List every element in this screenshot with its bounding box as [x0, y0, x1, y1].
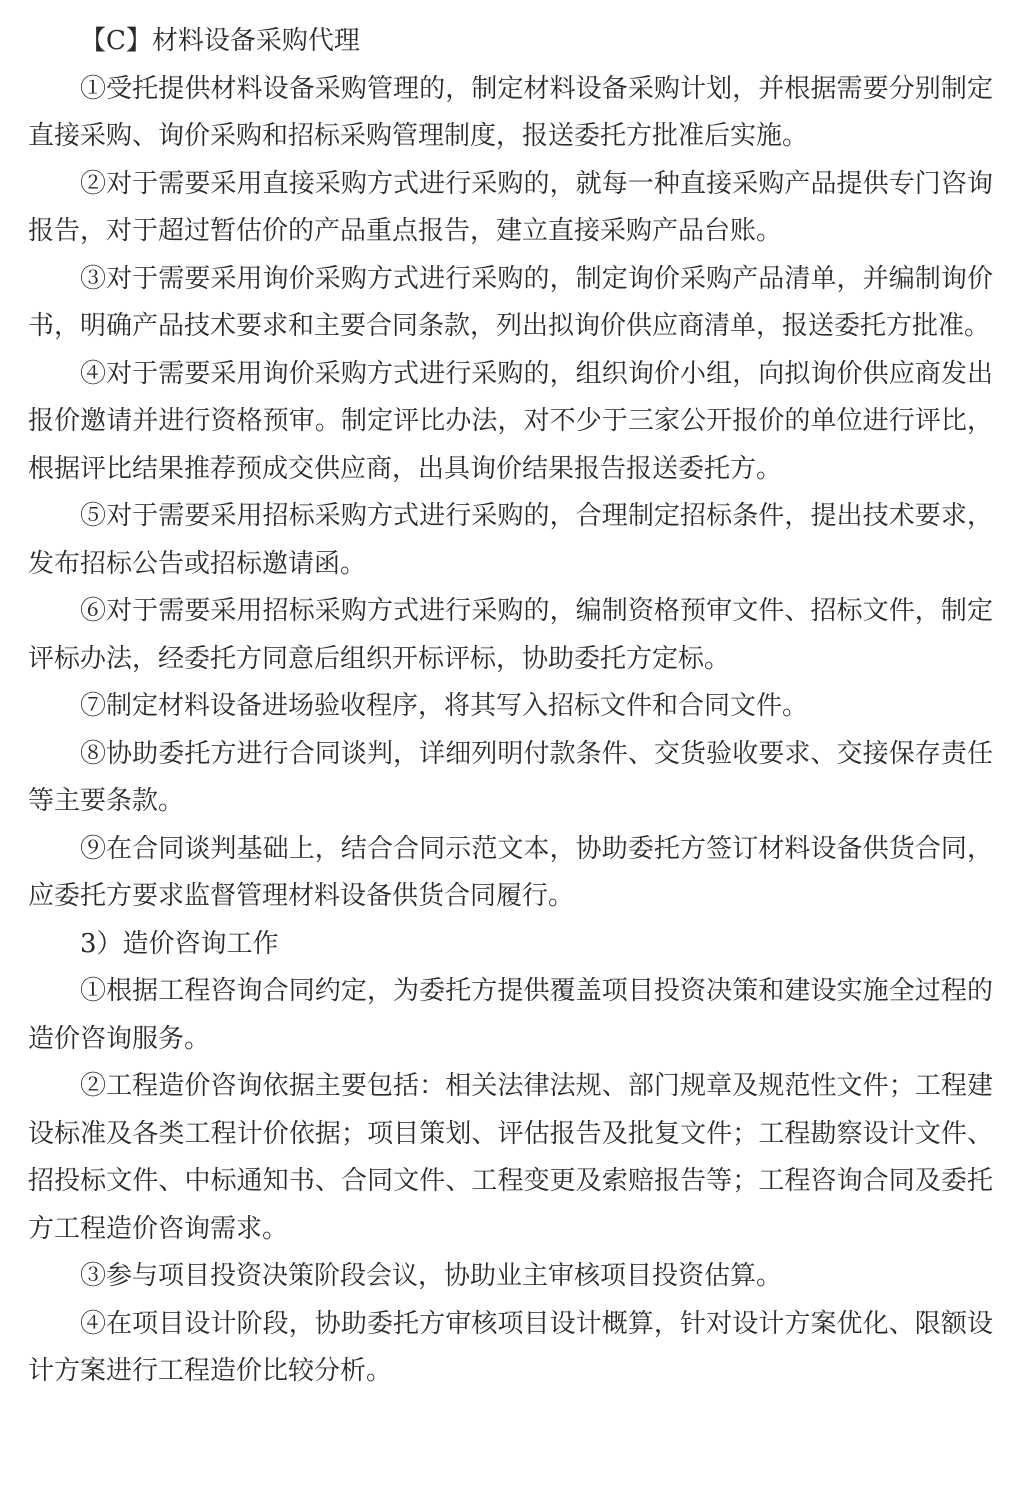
- section-c-heading: 【C】材料设备采购代理: [80, 26, 360, 56]
- procurement-item-7: ⑦制定材料设备进场验收程序，将其写入招标文件和合同文件。: [80, 691, 809, 721]
- cost-item-4: ④在项目设计阶段，协助委托方审核项目设计概算，针对设计方案优化、限额设计方案进行工程造价比较分析。: [28, 1308, 993, 1386]
- procurement-item-4: ④对于需要采用询价采购方式进行采购的，组织询价小组，向拟询价供应商发出报价邀请并进行资格预审。制定评比办法，对不少于三家公开报价的单位进行评比，根据评比结果推荐预成交供应商，出具询价结果报告报送委托方。: [28, 358, 993, 484]
- cost-item-3: ③参与项目投资决策阶段会议，协助业主审核项目投资估算。: [80, 1261, 783, 1291]
- procurement-item-9: ⑨在合同谈判基础上，结合合同示范文本，协助委托方签订材料设备供货合同，应委托方要求监督管理材料设备供货合同履行。: [28, 833, 993, 911]
- document-page: [28, 18, 993, 1396]
- cost-item-1: ①根据工程咨询合同约定，为委托方提供覆盖项目投资决策和建设实施全过程的造价咨询服务。: [28, 976, 993, 1054]
- procurement-item-5: ⑤对于需要采用招标采购方式进行采购的，合理制定招标条件，提出技术要求，发布招标公告或招标邀请函。: [28, 501, 993, 579]
- procurement-item-6: ⑥对于需要采用招标采购方式进行采购的，编制资格预审文件、招标文件，制定评标办法，经委托方同意后组织开标评标，协助委托方定标。: [28, 596, 993, 674]
- section-3-heading: 3）造价咨询工作: [80, 928, 279, 959]
- procurement-item-1: ①受托提供材料设备采购管理的，制定材料设备采购计划，并根据需要分别制定直接采购、询价采购和招标采购管理制度，报送委托方批准后实施。: [28, 73, 993, 151]
- procurement-item-8: ⑧协助委托方进行合同谈判，详细列明付款条件、交货验收要求、交接保存责任等主要条款。: [28, 738, 993, 816]
- procurement-item-3: ③对于需要采用询价采购方式进行采购的，制定询价采购产品清单，并编制询价书，明确产品技术要求和主要合同条款，列出拟询价供应商清单，报送委托方批准。: [28, 263, 993, 341]
- procurement-item-2: ②对于需要采用直接采购方式进行采购的，就每一种直接采购产品提供专门咨询报告，对于超过暂估价的产品重点报告，建立直接采购产品台账。: [28, 168, 993, 246]
- cost-item-2: ②工程造价咨询依据主要包括：相关法律法规、部门规章及规范性文件；工程建设标准及各类工程计价依据；项目策划、评估报告及批复文件；工程勘察设计文件、招投标文件、中标通知书、合同文件、工程变更及索赔报告等；工程咨询合同及委托方工程造价咨询需求。: [28, 1071, 993, 1244]
